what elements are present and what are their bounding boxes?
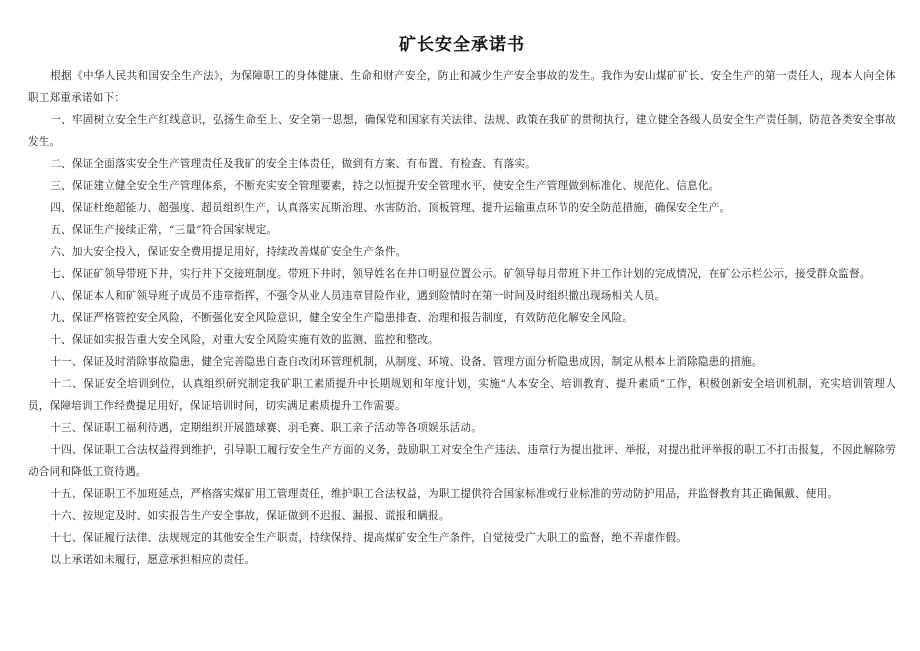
commitment-item-12: 十二、保证安全培训到位，认真组织研究制定我矿职工素质提升中长期规划和年度计划，实施“人本安全、培训教育、提升素质”工作，积极创新安全培训机制，充实培训管理人员，保障培训工作经费提足用好，保证培训时间，切实满足素质提升工作需要。 bbox=[28, 378, 896, 412]
commitment-item-2: 二、保证全面落实安全生产管理责任及我矿的安全主体责任，做到有方案、有布置、有检查、有落实。 bbox=[50, 158, 536, 170]
commitment-item-15: 十五、保证职工不加班延点，严格落实煤矿用工管理责任，维护职工合法权益，为职工提供符合国家标准或行业标准的劳动防护用品，并监督教育其正确佩戴、使用。 bbox=[50, 488, 839, 500]
commitment-item-14: 十四、保证职工合法权益得到维护，引导职工履行安全生产方面的义务，鼓励职工对安全生产违法、违章行为提出批评、举报，对提出批评举报的职工不打击报复，不因此解除劳动合同和降低工资待遇。 bbox=[28, 444, 896, 478]
commitment-item-4: 四、保证杜绝超能力、超强度、超员组织生产，认真落实瓦斯治理、水害防治、顶板管理、提升运输重点环节的安全防范措施，确保安全生产。 bbox=[50, 202, 731, 214]
commitment-item-11: 十一、保证及时消除事故隐患，健全完善隐患自查自改闭环管理机制，从制度、环境、设备、管理方面分析隐患成因，制定从根本上消除隐患的措施。 bbox=[50, 356, 763, 368]
commitment-item-9: 九、保证严格管控安全风险，不断强化安全风险意识，健全安全生产隐患排查、治理和报告制度，有效防范化解安全风险。 bbox=[50, 312, 634, 324]
document-page bbox=[28, 24, 896, 571]
commitment-item-3: 三、保证建立健全安全生产管理体系，不断充实安全管理要素，持之以恒提升安全管理水平，使安全生产管理做到标准化、规范化、信息化。 bbox=[50, 180, 720, 192]
intro-paragraph: 根据《中华人民共和国安全生产法》，为保障职工的身体健康、生命和财产安全，防止和减少生产安全事故的发生。我作为安山煤矿矿长、安全生产的第一责任人，现本人向全体职工郑重承诺如下： bbox=[28, 70, 896, 104]
commitment-item-8: 八、保证本人和矿领导班子成员不违章指挥，不强令从业人员违章冒险作业，遇到险情时在第一时间及时组织撤出现场相关人员。 bbox=[50, 290, 666, 302]
commitment-item-7: 七、保证矿领导带班下井，实行井下交接班制度。带班下井时，领导姓名在井口明显位置公示。矿领导每月带班下井工作计划的完成情况，在矿公示栏公示，接受群众监督。 bbox=[50, 268, 871, 280]
commitment-item-10: 十、保证如实报告重大安全风险，对重大安全风险实施有效的监测、监控和整改。 bbox=[50, 334, 439, 346]
document-title: 矿长安全承诺书 bbox=[399, 35, 525, 55]
commitment-item-17: 十七、保证履行法律、法规规定的其他安全生产职责，持续保持、提高煤矿安全生产条件，自觉接受广大职工的监督，绝不弄虚作假。 bbox=[50, 532, 688, 544]
commitment-item-5: 五、保证生产接续正常，“三量”符合国家规定。 bbox=[50, 224, 278, 236]
commitment-item-6: 六、加大安全投入，保证安全费用提足用好，持续改善煤矿安全生产条件。 bbox=[50, 246, 407, 258]
closing-paragraph: 以上承诺如未履行，愿意承担相应的责任。 bbox=[50, 554, 256, 566]
commitment-item-13: 十三、保证职工福利待遇，定期组织开展篮球赛、羽毛赛、职工亲子活动等各项娱乐活动。 bbox=[50, 422, 482, 434]
commitment-item-16: 十六、按规定及时、如实报告生产安全事故，保证做到不迟报、漏报、谎报和瞒报。 bbox=[50, 510, 450, 522]
commitment-item-1: 一、牢固树立安全生产红线意识，弘扬生命至上、安全第一思想，确保党和国家有关法律、法规、政策在我矿的贯彻执行，建立健全各级人员安全生产责任制，防范各类安全事故发生。 bbox=[28, 114, 896, 148]
